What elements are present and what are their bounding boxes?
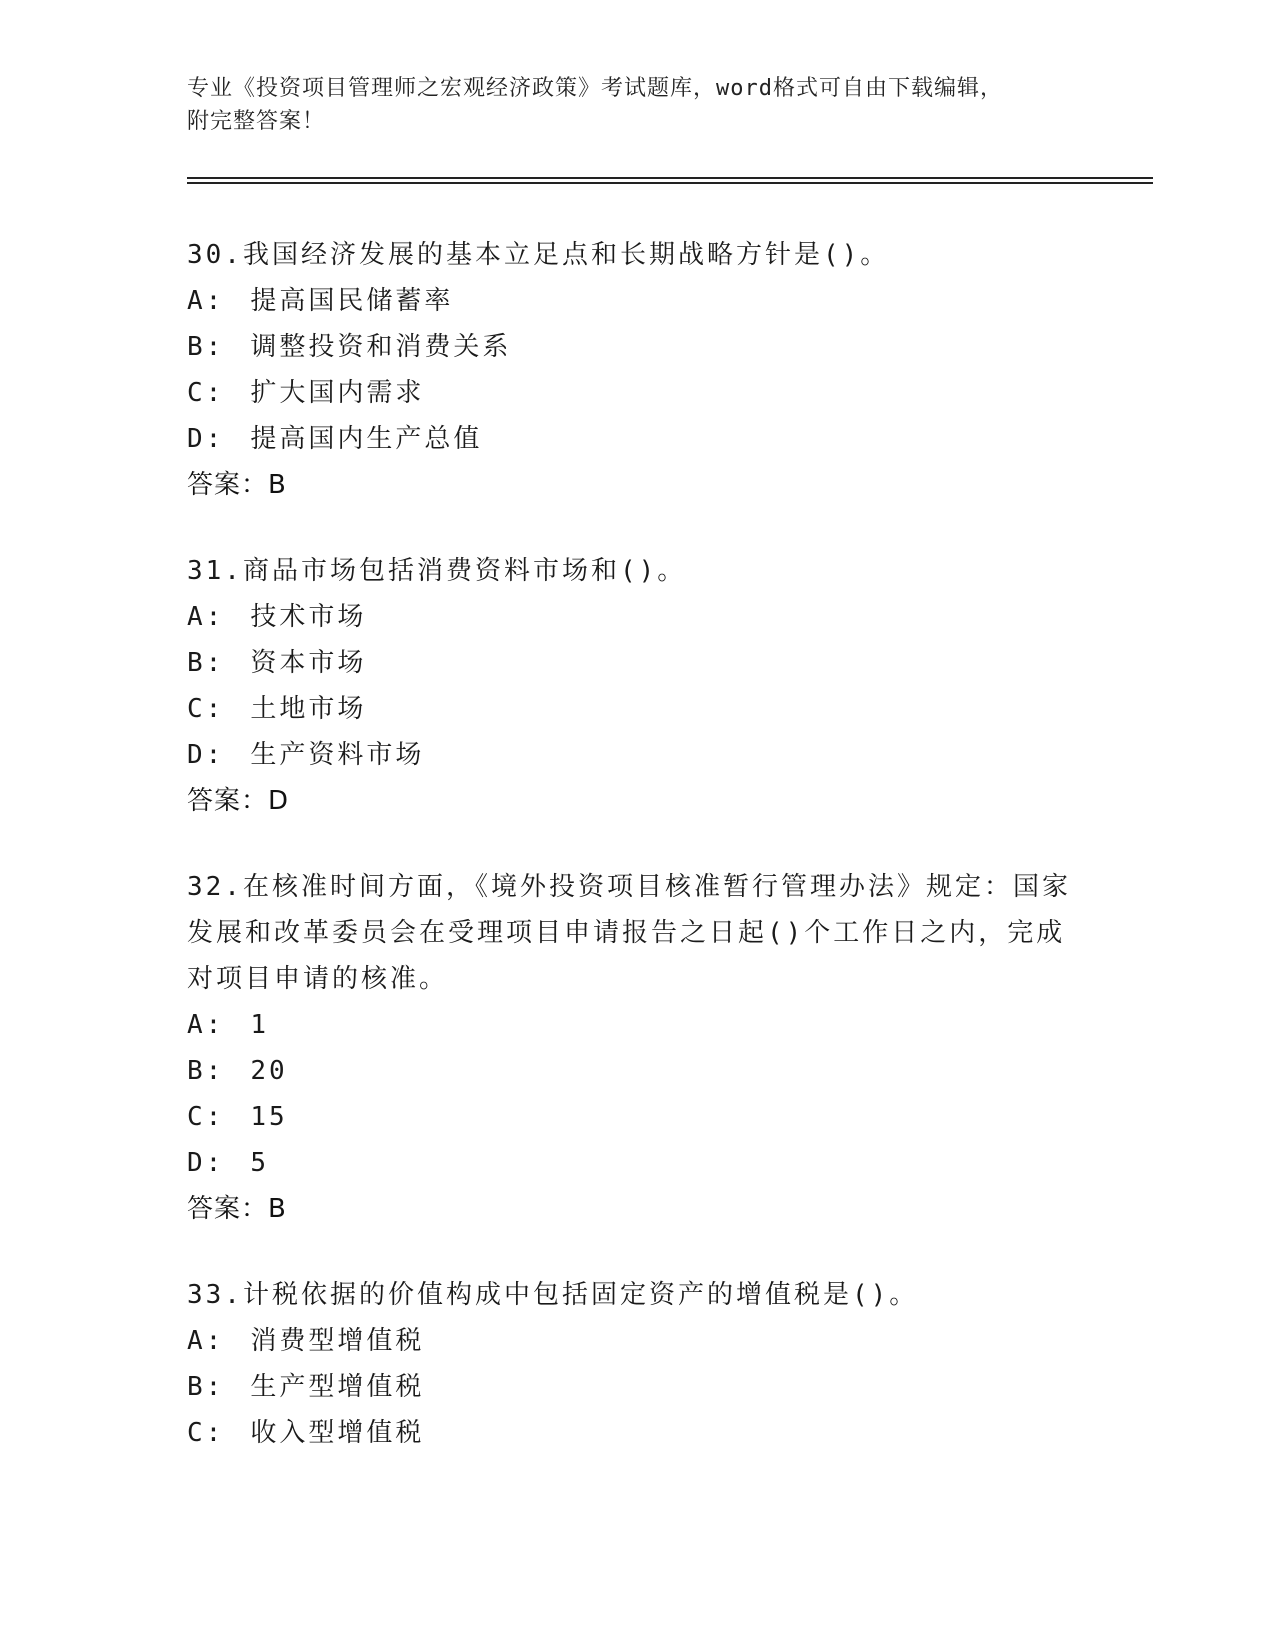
option-text: 提高国内生产总值 bbox=[250, 424, 483, 454]
option-text: 技术市场 bbox=[250, 602, 367, 632]
question-title-line-1: 32.在核准时间方面，《境外投资项目核准暂行管理办法》规定：国家 bbox=[187, 872, 1071, 902]
header-divider-top bbox=[187, 177, 1153, 179]
option-text: 15 bbox=[250, 1102, 288, 1132]
option-text: 收入型增值税 bbox=[250, 1418, 425, 1448]
option-key: C: bbox=[187, 694, 225, 724]
option-b bbox=[187, 324, 1087, 370]
option-text: 生产型增值税 bbox=[250, 1372, 425, 1402]
header-line-2: 附完整答案！ bbox=[187, 109, 326, 134]
option-key: D: bbox=[187, 424, 225, 454]
answer: 答案：B bbox=[187, 470, 287, 500]
option-c bbox=[187, 1410, 1087, 1456]
option-a bbox=[187, 1318, 1087, 1364]
option-d bbox=[187, 1140, 1087, 1186]
option-c bbox=[187, 1094, 1087, 1140]
question-31 bbox=[187, 548, 1087, 824]
header-divider-bottom bbox=[187, 182, 1153, 184]
question-title-line-3: 对项目申请的核准。 bbox=[187, 964, 449, 994]
question-32 bbox=[187, 864, 1087, 1232]
option-a bbox=[187, 1002, 1087, 1048]
question-title: 30.我国经济发展的基本立足点和长期战略方针是()。 bbox=[187, 240, 890, 270]
option-d bbox=[187, 732, 1087, 778]
option-key: A: bbox=[187, 1010, 225, 1040]
option-key: C: bbox=[187, 378, 225, 408]
option-b bbox=[187, 1364, 1087, 1410]
option-b bbox=[187, 640, 1087, 686]
option-b bbox=[187, 1048, 1087, 1094]
option-text: 扩大国内需求 bbox=[250, 378, 425, 408]
option-key: A: bbox=[187, 602, 225, 632]
option-text: 生产资料市场 bbox=[250, 740, 425, 770]
option-key: A: bbox=[187, 1326, 225, 1356]
option-text: 消费型增值税 bbox=[250, 1326, 425, 1356]
option-key: D: bbox=[187, 1148, 225, 1178]
option-d bbox=[187, 416, 1087, 462]
option-text: 提高国民储蓄率 bbox=[250, 286, 454, 316]
option-a bbox=[187, 278, 1087, 324]
option-a bbox=[187, 594, 1087, 640]
option-text: 资本市场 bbox=[250, 648, 367, 678]
question-30 bbox=[187, 232, 1087, 508]
option-c bbox=[187, 370, 1087, 416]
option-key: B: bbox=[187, 1372, 225, 1402]
option-text: 20 bbox=[250, 1056, 288, 1086]
option-key: C: bbox=[187, 1102, 225, 1132]
question-title-line-2: 发展和改革委员会在受理项目申请报告之日起()个工作日之内，完成 bbox=[187, 918, 1066, 948]
answer: 答案：D bbox=[187, 786, 290, 816]
option-text: 1 bbox=[250, 1010, 269, 1040]
question-title: 33.计税依据的价值构成中包括固定资产的增值税是()。 bbox=[187, 1280, 919, 1310]
option-key: B: bbox=[187, 332, 225, 362]
document-header bbox=[187, 72, 1087, 138]
option-text: 5 bbox=[250, 1148, 269, 1178]
option-c bbox=[187, 686, 1087, 732]
option-key: B: bbox=[187, 1056, 225, 1086]
option-text: 调整投资和消费关系 bbox=[250, 332, 512, 362]
question-33 bbox=[187, 1272, 1087, 1456]
option-key: B: bbox=[187, 648, 225, 678]
header-line-1: 专业《投资项目管理师之宏观经济政策》考试题库，word格式可自由下载编辑， bbox=[187, 76, 1003, 101]
option-text: 土地市场 bbox=[250, 694, 367, 724]
option-key: C: bbox=[187, 1418, 225, 1448]
option-key: A: bbox=[187, 286, 225, 316]
question-title: 31.商品市场包括消费资料市场和()。 bbox=[187, 556, 687, 586]
answer: 答案：B bbox=[187, 1194, 287, 1224]
option-key: D: bbox=[187, 740, 225, 770]
